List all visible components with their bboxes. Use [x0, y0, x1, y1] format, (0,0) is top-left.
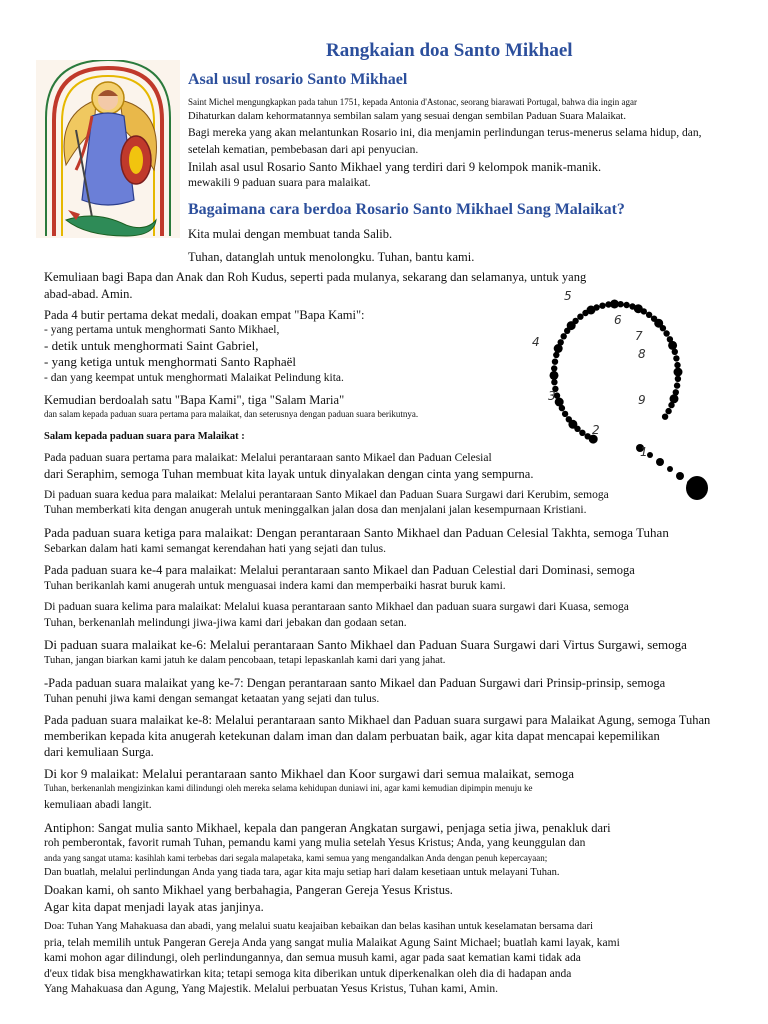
rosary-bead — [663, 330, 669, 336]
rosary-label: 5 — [564, 289, 572, 303]
body-line: - yang ketiga untuk menghormati Santo Raphaël — [44, 354, 296, 369]
rosary-bead — [662, 414, 668, 420]
section1-line: Inilah asal usul Rosario Santo Mikhael yang terdiri dari 9 kelompok manik-manik. — [188, 160, 602, 174]
rosary-bead — [675, 376, 681, 382]
section2-line: Kita mulai dengan membuat tanda Salib. — [188, 227, 393, 241]
body-line: Tuhan memberkati kita dengan anugerah untuk meninggalkan jalan dosa dan menjalani jalan kesempurnaan Kristiani. — [44, 504, 587, 516]
rosary-bead — [561, 333, 567, 339]
rosary-beads — [550, 300, 694, 487]
rosary-bead — [647, 452, 653, 458]
rosary-bead — [593, 304, 599, 310]
body-line: Pada paduan suara ke-4 para malaikat: Melalui perantaraan santo Mikael dan Paduan Celestial dari Dominasi, semoga — [44, 563, 635, 577]
rosary-bead — [617, 301, 623, 307]
rosary-bead — [558, 339, 564, 345]
rosary-bead — [566, 416, 572, 422]
rosary-bead — [668, 402, 674, 408]
body-line: anda yang sangat utama: kasihlah kami terbebas dari segala malapetaka, kami semua yang mengandalkan Anda dengan penuh kepercayaan; — [44, 853, 548, 863]
body-line: -Pada paduan suara malaikat yang ke-7: Dengan perantaraan santo Mikael dan Paduan Surgawi dari Prinsip-prinsip, semoga — [44, 676, 666, 690]
body-line: - yang pertama untuk menghormati Santo Mikhael, — [44, 324, 280, 336]
rosary-bead — [585, 433, 591, 439]
body-line: d'eux tidak bisa mengkhawatirkan kita; tetapi semoga kita diberikan untuk diperkenalkan oleh dia di hadapan anda — [44, 968, 572, 980]
body-line: Di kor 9 malaikat: Melalui perantaraan santo Mikhael dan Koor surgawi dari semua malaikat, semoga — [44, 766, 575, 781]
body-line: - dan yang keempat untuk menghormati Malaikat Pelindung kita. — [44, 372, 344, 384]
rosary-bead — [577, 314, 583, 320]
body-line: Tuhan, berkenanlah melindungi jiwa-jiwa kami dari jebakan dan godaan setan. — [44, 617, 407, 629]
rosary-bead — [641, 308, 647, 314]
rosary-bead — [555, 398, 564, 407]
rosary-label: 1 — [640, 445, 648, 459]
rosary-bead — [673, 355, 679, 361]
rosary-diagram — [520, 288, 720, 506]
section1-line: Bagi mereka yang akan melantunkan Rosario ini, dia menjamin perlindungan terus-menerus selama hidup, dan, — [188, 127, 702, 139]
body-line: - detik untuk menghormati Saint Gabriel, — [44, 338, 259, 353]
body-line: Agar kita dapat menjadi layak atas janjinya. — [44, 900, 264, 914]
rosary-bead — [551, 365, 557, 371]
body-line: kemuliaan abadi langit. — [44, 799, 152, 811]
body-line: Kemudian berdoalah satu "Bapa Kami", tiga "Salam Maria" — [44, 393, 345, 407]
body-line: dari kemuliaan Surga. — [44, 745, 154, 759]
rosary-bead — [562, 411, 568, 417]
rosary-label: 4 — [532, 335, 540, 349]
body-line: Tuhan, jangan biarkan kami jatuh ke dalam pencobaan, tetapi lepaskanlah kami dari yang jahat. — [44, 655, 446, 666]
rosary-bead — [674, 382, 680, 388]
rosary-bead — [676, 472, 684, 480]
body-line: Dan buatlah, melalui perlindungan Anda yang tiada tara, agar kita maju setiap hari dalam kesetiaan untuk melayani Tuhan. — [44, 867, 560, 878]
rosary-label: 8 — [638, 347, 646, 361]
body-line: Doa: Tuhan Yang Mahakuasa dan abadi, yang melalui suatu keajaiban kebaikan dan belas kasihan untuk keselamatan bersama dari — [44, 921, 594, 932]
body-heading: Salam kepada paduan suara para Malaikat : — [44, 431, 245, 442]
body-line: Tuhan, berkenanlah mengizinkan kami dilindungi oleh mereka selama kehidupan duniawi ini, agar kami kemudian dipimpin menuju ke — [44, 783, 533, 793]
body-line: Sebarkan dalam hati kami semangat kerendahan hati yang sejati dan tulus. — [44, 543, 387, 555]
body-line: Kemuliaan bagi Bapa dan Anak dan Roh Kudus, seperti pada mulanya, sekarang dan selamanya, untuk yang — [44, 270, 587, 284]
rosary-bead — [599, 303, 605, 309]
body-line: dan salam kepada paduan suara pertama para malaikat, dan seterusnya dengan paduan suara berikutnya. — [44, 409, 419, 419]
body-line: Pada paduan suara pertama para malaikat: Melalui perantaraan santo Mikael dan Paduan Celesial — [44, 452, 492, 464]
rosary-bead — [551, 379, 557, 385]
body-line: Antiphon: Sangat mulia santo Mikhael, kepala dan pangeran Angkatan surgawi, penjaga setia jiwa, penakluk dari — [44, 821, 611, 835]
rosary-bead — [665, 408, 671, 414]
body-line: Doakan kami, oh santo Mikhael yang berbahagia, Pangeran Gereja Yesus Kristus. — [44, 883, 453, 897]
section1-line: mewakili 9 paduan suara para malaikat. — [188, 177, 371, 189]
body-line: pria, telah memilih untuk Pangeran Gereja Anda yang sangat mulia Malaikat Agung Saint Michael; buatlah kami layak, kami — [44, 937, 620, 949]
section2-heading: Bagaimana cara berdoa Rosario Santo Mikhael Sang Malaikat? — [188, 201, 625, 218]
saint-michael-illustration — [36, 60, 180, 238]
body-line: Tuhan berikanlah kami anugerah untuk menguasai indera kami dan memperbaiki hasrat buruk kami. — [44, 580, 506, 592]
body-line: Di paduan suara malaikat ke-6: Melalui perantaraan Santo Mikhael dan Paduan Suara Surgawi dari Virtus Surgawi, semoga — [44, 637, 687, 652]
rosary-bead — [674, 362, 680, 368]
rosary-bead — [668, 341, 677, 350]
rosary-bead — [646, 312, 652, 318]
rosary-label: 7 — [635, 329, 643, 343]
body-line: Di paduan suara kelima para malaikat: Melalui kuasa perantaraan santo Mikhael dan paduan suara surgawi dari Kuasa, semoga — [44, 601, 629, 613]
section1-line: setelah kematian, pembebasan dari api penyucian. — [188, 144, 419, 156]
body-line: Yang Mahakuasa dan Agung, Yang Majestik. Melalui perbuatan Yesus Kristus, Tuhan kami, Amin. — [44, 983, 499, 995]
section2-line: Tuhan, datanglah untuk menolongku. Tuhan, bantu kami. — [188, 250, 475, 264]
body-line: dari Seraphim, semoga Tuhan membuat kita layak untuk dinyalakan dengan cinta yang sempurna. — [44, 467, 534, 481]
rosary-bead — [550, 371, 559, 380]
rosary-bead — [623, 302, 629, 308]
rosary-bead — [674, 368, 683, 377]
page-title: Rangkaian doa Santo Mikhael — [326, 40, 573, 61]
rosary-labels — [532, 289, 648, 459]
rosary-bead — [667, 466, 673, 472]
rosary-bead — [672, 349, 678, 355]
rosary-bead — [660, 325, 666, 331]
section1-line: Dihaturkan dalam kehormatannya sembilan salam yang sesuai dengan sembilan Paduan Suara Malaikat. — [188, 111, 626, 122]
body-line: Pada paduan suara ketiga para malaikat: Dengan perantaraan Santo Mikhael dan Paduan Celesial Takhta, semoga Tuhan — [44, 525, 669, 540]
body-line: Pada paduan suara malaikat ke-8: Melalui perantaraan santo Mikhael dan Paduan suara surgawi para Malaikat Agung, semoga Tuhan — [44, 713, 711, 727]
body-line: Tuhan penuhi jiwa kami dengan semangat ketaatan yang sejati dan tulus. — [44, 693, 380, 705]
section1-line: Saint Michel mengungkapkan pada tahun 1751, kepada Antonia d'Astonac, seorang biarawati Portugal, bahwa dia ingin agar — [188, 97, 637, 107]
rosary-bead — [552, 359, 558, 365]
body-line: abad-abad. Amin. — [44, 287, 133, 301]
rosary-bead — [572, 318, 578, 324]
rosary-bead — [656, 458, 664, 466]
body-line: Pada 4 butir pertama dekat medali, doakan empat "Bapa Kami": — [44, 308, 365, 322]
body-line: Di paduan suara kedua para malaikat: Melalui perantaraan Santo Mikael dan Paduan Suara Surgawi dari Kerubim, semoga — [44, 489, 609, 501]
rosary-label: 3 — [548, 389, 556, 403]
rosary-label: 6 — [614, 313, 622, 327]
section1-heading: Asal usul rosario Santo Mikhael — [188, 71, 408, 88]
body-line: kami mohon agar dilindungi, oleh perlindungannya, dan semua musuh kami, agar pada saat kematian kami tidak ada — [44, 952, 581, 964]
body-line: memberikan kepada kita anugerah ketekunan dalam iman dan dalam perbuatan baik, agar kita dapat mencapai kepemilikan — [44, 729, 660, 743]
rosary-label: 9 — [638, 393, 646, 407]
rosary-label: 2 — [592, 423, 600, 437]
rosary-bead — [670, 394, 679, 403]
body-line: roh pemberontak, favorit rumah Tuhan, pemandu kami yang mulia setelah Yesus Kristus; Anda, yang keunggulan dan — [44, 837, 586, 849]
rosary-medal — [686, 476, 708, 500]
